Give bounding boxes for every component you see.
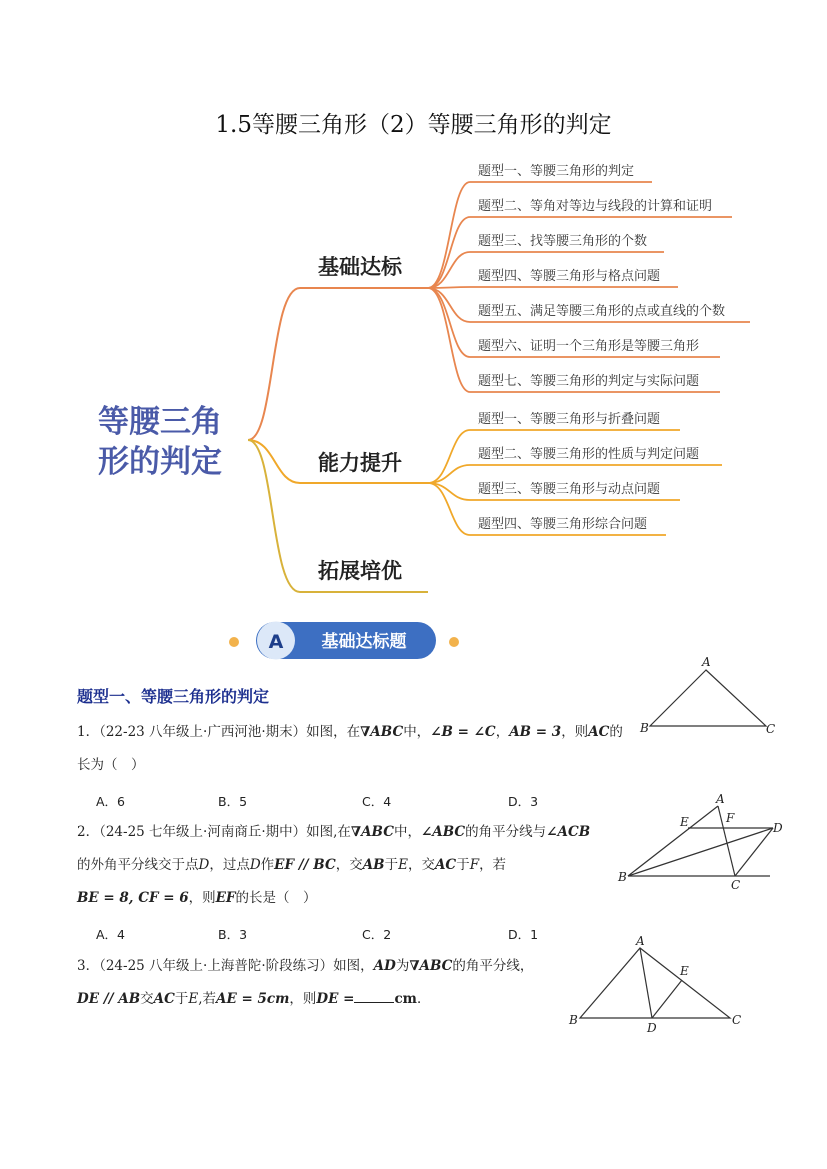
question-2-line1: 2．（24-25 七年级上·河南商丘·期中）如图,在∇ABC中，∠ABC的角平分线与∠ACB [77, 824, 591, 840]
choice-c[interactable]: C．4 [362, 794, 392, 809]
connector-root-basic [248, 288, 428, 440]
figure-1-triangle [630, 650, 790, 740]
choice-b[interactable]: B．3 [218, 927, 248, 942]
fig2-label-f: F [726, 811, 735, 825]
basic-items [478, 163, 725, 389]
fig1-label-b: B [640, 721, 649, 735]
question-2-line3: BE = 8, CF = 6，则EF的长是（ ） [77, 890, 317, 906]
fig3-label-e: E [680, 964, 689, 978]
choice-d[interactable]: D．3 [508, 794, 539, 809]
fig3-label-c: C [732, 1013, 742, 1027]
section-heading: 题型一、等腰三角形的判定 [77, 687, 270, 706]
page-title: 1.5等腰三角形（2）等腰三角形的判定 [215, 112, 612, 138]
choice-d[interactable]: D．1 [508, 927, 539, 942]
banner-dot-right [449, 637, 459, 647]
question-3 [77, 950, 577, 1016]
basic-item-2: 题型二、等角对等边与线段的计算和证明 [478, 199, 713, 214]
choice-b[interactable]: B．5 [218, 794, 248, 809]
figure-3-triangle [560, 930, 760, 1040]
fig3-label-a: A [636, 934, 645, 948]
fig3-label-d: D [647, 1021, 657, 1035]
fig3-label-b: B [569, 1013, 578, 1027]
question-1-line1: 1．（22-23 八年级上·广西河池·期末）如图，在∇ABC中，∠B = ∠C，AB = 3，则AC的 [77, 724, 623, 740]
choice-a[interactable]: A．6 [96, 794, 126, 809]
fig2-label-b: B [618, 870, 627, 884]
basic-item-4: 题型四、等腰三角形与格点问题 [478, 269, 661, 284]
banner-dot-left [229, 637, 239, 647]
basic-item-6: 题型六、证明一个三角形是等腰三角形 [478, 339, 700, 354]
fig2-label-c: C [731, 878, 741, 892]
basic-item-5: 题型五、满足等腰三角形的点或直线的个数 [478, 304, 726, 319]
ability-item-1: 题型一、等腰三角形与折叠问题 [478, 412, 661, 427]
banner-letter: A [268, 631, 284, 653]
choice-a[interactable]: A．4 [96, 927, 126, 942]
choice-c[interactable]: C．2 [362, 927, 392, 942]
branch-basic-label: 基础达标 [318, 255, 402, 279]
branch-ability-label: 能力提升 [318, 451, 402, 475]
ability-item-4: 题型四、等腰三角形综合问题 [478, 517, 648, 532]
fig1-label-c: C [766, 722, 776, 736]
fig2-label-e: E [680, 815, 689, 829]
question-2-line2: 的外角平分线交于点D，过点D作EF // BC，交AB于E，交AC于F，若 [77, 857, 507, 873]
ability-item-3: 题型三、等腰三角形与动点问题 [478, 482, 661, 497]
question-3-line2: DE // AB交AC于E,若AE = 5cm，则DE = cm． [77, 991, 431, 1007]
basic-item-3: 题型三、找等腰三角形的个数 [478, 234, 648, 249]
basic-item-7: 题型七、等腰三角形的判定与实际问题 [478, 374, 700, 389]
ability-item-2: 题型二、等腰三角形的性质与判定问题 [478, 447, 700, 462]
root-label-line2: 形的判定 [98, 444, 222, 480]
figure-2-triangle [610, 788, 800, 898]
answer-blank[interactable] [354, 990, 394, 1003]
branch-extend-label: 拓展培优 [318, 559, 402, 583]
root-label-line1: 等腰三角 [98, 404, 222, 440]
banner-label: 基础达标题 [321, 632, 407, 652]
question-1 [77, 716, 637, 782]
question-1-line2: 长为（ ） [77, 757, 145, 773]
fig2-label-a: A [716, 792, 725, 806]
question-2 [77, 816, 622, 915]
question-3-line1: 3．（24-25 八年级上·上海普陀·阶段练习）如图，AD为∇ABC的角平分线， [77, 958, 534, 974]
fig2-label-d: D [773, 821, 783, 835]
fig1-label-a: A [702, 655, 711, 669]
basic-item-1: 题型一、等腰三角形的判定 [478, 164, 635, 179]
